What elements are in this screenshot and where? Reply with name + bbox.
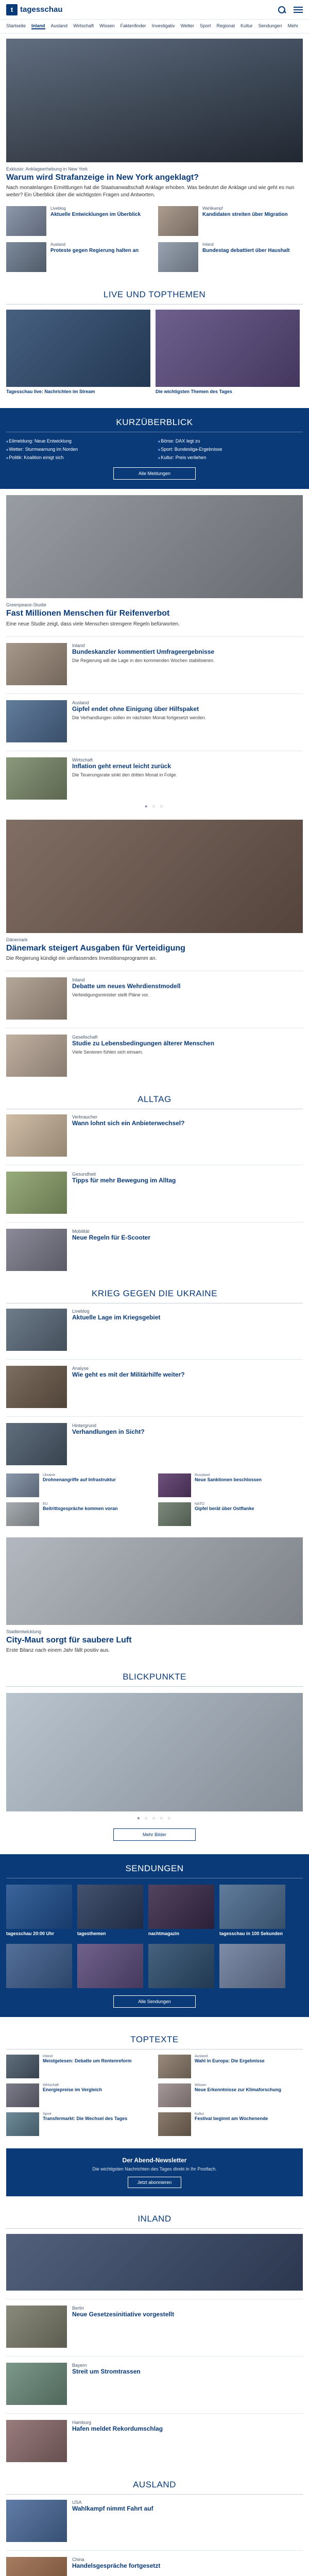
newsletter-box	[6, 2148, 303, 2196]
thumbnail	[148, 1944, 214, 1988]
thumbnail	[158, 206, 198, 236]
topline: Ausland	[50, 242, 65, 247]
nav-item[interactable]: Wissen	[99, 23, 115, 28]
kicker: Ukraine	[43, 1473, 56, 1477]
site-header	[0, 0, 309, 20]
thumbnail	[6, 757, 67, 800]
city-teaser: Erste Bilanz nach einem Jahr fällt positiv aus.	[6, 1648, 110, 1653]
topline: Verbraucher	[72, 1114, 98, 1120]
nav-item[interactable]: Faktenfinder	[120, 23, 146, 28]
thumbnail	[6, 1172, 67, 1214]
ticker-section	[0, 408, 309, 489]
thumbnail	[6, 977, 67, 1020]
list-item[interactable]	[158, 206, 303, 236]
section-title-ticker: KURZÜBERBLICK	[6, 417, 303, 432]
headline: Tipps für mehr Bewegung im Alltag	[72, 1176, 176, 1184]
broadcast-item[interactable]	[219, 1944, 285, 1988]
section-title-live: LIVE UND TOPTHEMEN	[6, 290, 303, 304]
live-item-title: Die wichtigsten Themen des Tages	[156, 389, 232, 395]
section-title-alltag: ALLTAG	[6, 1094, 303, 1109]
list-item[interactable]	[158, 1473, 303, 1497]
thumbnail	[6, 2500, 67, 2542]
list-item[interactable]	[6, 751, 303, 800]
menu-icon[interactable]	[294, 5, 303, 14]
newsletter-title: Der Abend-Newsletter	[122, 2157, 187, 2164]
headline: Festival beginnt am Wochenende	[195, 2116, 268, 2122]
topline: Inland	[202, 242, 214, 247]
feature-image[interactable]	[6, 495, 303, 598]
headline: Gipfel berät über Ostflanke	[195, 1505, 254, 1511]
portrait-teaser: Die Regierung kündigt ein umfassendes Investitionsprogramm an.	[6, 955, 157, 961]
city-topline: Stadtentwicklung	[6, 1629, 42, 1634]
logo-mark: t	[6, 4, 18, 15]
thumbnail	[6, 1035, 67, 1077]
list-item[interactable]	[6, 1359, 303, 1408]
more-ticker-button[interactable]: Alle Meldungen	[113, 467, 196, 480]
nav-item[interactable]: Sport	[200, 23, 211, 28]
newsletter-subscribe-button[interactable]: Jetzt abonnieren	[128, 2177, 182, 2188]
section-title-ausland: AUSLAND	[6, 2480, 303, 2495]
list-item[interactable]	[6, 242, 151, 272]
broadcast-item[interactable]	[6, 1944, 72, 1988]
city-headline[interactable]: City-Maut sorgt für saubere Luft	[6, 1635, 132, 1645]
headline: Wahlkampf nimmt Fahrt auf	[72, 2505, 153, 2513]
headline: Bundeskanzler kommentiert Umfrageergebnisse	[72, 648, 215, 655]
section-title-toptexte: TOPTEXTE	[6, 2035, 303, 2049]
pagination-dots[interactable]: ● ○ ○	[144, 803, 165, 809]
ticker-item[interactable]: ■ Börse: DAX legt zu	[158, 438, 303, 444]
broadcast-title: tagesthemen	[77, 1931, 106, 1936]
thumbnail	[219, 1944, 285, 1988]
thumbnail	[6, 2420, 67, 2462]
teaser: Viele Senioren fühlen sich einsam.	[72, 1049, 143, 1055]
list-item[interactable]	[6, 2083, 151, 2107]
topline: Berlin	[72, 2306, 84, 2311]
broadcast-item[interactable]	[148, 1944, 214, 1988]
nav-item[interactable]: Ausland	[50, 23, 68, 28]
nav-item[interactable]: Mehr	[287, 23, 299, 28]
headline: Gipfel endet ohne Einigung über Hilfspaket	[72, 705, 199, 713]
nav-item[interactable]: Inland	[31, 23, 45, 28]
list-item[interactable]	[6, 971, 303, 1020]
portrait-headline[interactable]: Dänemark steigert Ausgaben für Verteidigung	[6, 943, 185, 953]
ukraine-mini-grid	[6, 1473, 303, 1526]
list-item[interactable]	[6, 1222, 303, 1271]
list-item[interactable]	[6, 2112, 151, 2136]
nav-item[interactable]: Kultur	[241, 23, 253, 28]
list-item[interactable]	[6, 1416, 303, 1465]
hero-topline: Exklusiv: Anklageerhebung in New York	[6, 166, 88, 172]
list-item[interactable]	[6, 2550, 303, 2576]
topline: Hamburg	[72, 2420, 92, 2426]
live-thumbnail	[6, 310, 150, 387]
section-title-inland: INLAND	[6, 2214, 303, 2229]
thumbnail	[6, 242, 46, 272]
thumbnail	[158, 2055, 191, 2078]
toptexte-grid	[6, 2055, 303, 2136]
feature-teaser: Eine neue Studie zeigt, dass viele Menschen strengere Regeln befürworten.	[6, 621, 180, 627]
kicker: Ausland	[195, 2055, 208, 2059]
list-item[interactable]	[6, 1473, 151, 1497]
topline: Wirtschaft	[72, 757, 93, 762]
blickpunkte-image[interactable]	[6, 1693, 303, 1811]
topline: Inland	[72, 642, 85, 648]
topline: Inland	[72, 977, 85, 982]
thumbnail	[148, 1885, 214, 1929]
list-item[interactable]	[6, 2500, 303, 2542]
teaser: Die Verhandlungen sollen im nächsten Monat fortgesetzt werden.	[72, 715, 207, 720]
pagination-dots[interactable]: ● ○ ○ ○ ○	[136, 1816, 173, 1821]
headline: Handelsgespräche fortgesetzt	[72, 2562, 161, 2570]
ticker-list	[6, 438, 303, 460]
thumbnail	[77, 1944, 143, 1988]
topline: Liveblog	[72, 1308, 90, 1314]
list-item[interactable]	[6, 636, 303, 685]
headline: Debatte um neues Wehrdienstmodell	[72, 982, 181, 990]
main-nav	[0, 20, 309, 33]
hero-teaser: Nach monatelangen Ermittlungen hat die Staatsanwaltschaft Anklage erhoben. Was bedeutet die Anklage und wie geht es nun weiter? Ein Überblick über die wichtigsten Fragen und Antworten.	[6, 185, 295, 198]
headline: Aktuelle Entwicklungen im Überblick	[50, 212, 141, 218]
teaser: Verteidigungsminister stellt Pläne vor.	[72, 992, 149, 997]
headline: Neue Regeln für E-Scooter	[72, 1233, 151, 1241]
thumbnail	[158, 2083, 191, 2107]
broadcast-title: nachtmagazin	[148, 1931, 180, 1936]
thumbnail	[6, 1502, 39, 1526]
search-icon[interactable]	[277, 5, 286, 14]
feature-topline: Greenpeace-Studie	[6, 602, 47, 608]
list-item[interactable]	[6, 2299, 303, 2348]
thumbnail	[6, 1473, 39, 1497]
live-thumbnail	[156, 310, 300, 387]
thumbnail	[6, 206, 46, 236]
nav-item[interactable]: Investigativ	[151, 23, 175, 28]
teaser: Die Teuerungsrate sinkt den dritten Monat in Folge.	[72, 772, 177, 777]
section-title-blickpunkte: BLICKPUNKTE	[6, 1672, 303, 1687]
sendungen-section	[0, 1854, 309, 2017]
sendungen-carousel-2	[6, 1944, 303, 1988]
kicker: Russland	[195, 1473, 210, 1477]
kicker: NATO	[195, 1502, 204, 1506]
nav-item[interactable]: Startseite	[6, 23, 26, 28]
ticker-item[interactable]: ■ Eilmeldung: Neue Entwicklung	[6, 438, 151, 444]
thumbnail	[6, 1309, 67, 1351]
topline: Hintergrund	[72, 1422, 97, 1428]
thumbnail	[158, 2112, 191, 2136]
live-carousel	[6, 310, 303, 395]
more-images-button[interactable]: Mehr Bilder	[113, 1828, 196, 1841]
top-cards	[6, 206, 303, 272]
section-title-sendungen: SENDUNGEN	[6, 1863, 303, 1878]
section-title-ukraine: KRIEG GEGEN DIE UKRAINE	[6, 1289, 303, 1303]
teaser: Die Regierung will die Lage in den kommenden Wochen stabilisieren.	[72, 657, 215, 663]
ticker-item[interactable]: ■ Kultur: Preis verliehen	[158, 455, 303, 460]
list-item[interactable]	[6, 206, 151, 236]
headline: Studie zu Lebensbedingungen älterer Menschen	[72, 1039, 215, 1047]
topline: Bayern	[72, 2363, 87, 2368]
headline: Neue Sanktionen beschlossen	[195, 1477, 262, 1482]
kicker: Wirtschaft	[43, 2083, 59, 2088]
thumbnail	[219, 1885, 285, 1929]
thumbnail	[6, 700, 67, 742]
ticker-item[interactable]: ■ Wetter: Sturmwarnung im Norden	[6, 447, 151, 452]
nav-item[interactable]: Regional	[216, 23, 235, 28]
thumbnail	[6, 1366, 67, 1408]
broadcast-item[interactable]	[77, 1944, 143, 1988]
headline: Energiepreise im Vergleich	[43, 2087, 102, 2093]
broadcast-item[interactable]	[6, 1885, 72, 1937]
topline: Liveblog	[50, 206, 66, 211]
more-broadcasts-button[interactable]: Alle Sendungen	[113, 1995, 196, 2008]
list-item[interactable]	[6, 1165, 303, 1214]
thumbnail	[6, 1229, 67, 1271]
thumbnail	[158, 1502, 191, 1526]
thumbnail	[6, 1885, 72, 1929]
headline: Neue Erkenntnisse zur Klimaforschung	[195, 2087, 282, 2093]
list-item[interactable]	[158, 2112, 303, 2136]
kicker: Inland	[43, 2055, 53, 2059]
list-item[interactable]	[6, 1309, 303, 1351]
topline: USA	[72, 2500, 82, 2505]
nav-item[interactable]: Sendungen	[258, 23, 282, 28]
list-item[interactable]	[158, 2055, 303, 2078]
kicker: Kultur	[195, 2112, 204, 2116]
thumbnail	[158, 1473, 191, 1497]
headline: Neue Gesetzesinitiative vorgestellt	[72, 2311, 175, 2318]
list-item[interactable]	[6, 1114, 303, 1157]
sendungen-carousel	[6, 1885, 303, 1937]
headline: Bundestag debattiert über Haushalt	[202, 248, 290, 254]
thumbnail	[6, 2055, 39, 2078]
headline: Hafen meldet Rekordumschlag	[72, 2425, 163, 2433]
kicker: Wissen	[195, 2083, 207, 2088]
headline: Wie geht es mit der Militärhilfe weiter?	[72, 1370, 185, 1378]
kicker: EU	[43, 1502, 48, 1506]
nav-item[interactable]: Wetter	[180, 23, 194, 28]
ticker-item[interactable]: ■ Politik: Koalition einigt sich	[6, 455, 151, 460]
headline: Aktuelle Lage im Kriegsgebiet	[72, 1313, 161, 1321]
portrait-image[interactable]	[6, 820, 303, 933]
live-item[interactable]	[156, 310, 300, 395]
thumbnail	[6, 1944, 72, 1988]
thumbnail	[6, 1423, 67, 1465]
topline: Ausland	[72, 700, 89, 705]
topline: Analyse	[72, 1365, 89, 1371]
headline: Drohnenangriffe auf Infrastruktur	[43, 1477, 116, 1482]
logo-text: tagesschau	[20, 5, 63, 14]
list-item[interactable]	[6, 2055, 151, 2078]
topline: Gesundheit	[72, 1171, 96, 1177]
topline: China	[72, 2557, 84, 2563]
newsletter-text: Die wichtigsten Nachrichten des Tages direkt in Ihr Postfach.	[92, 2166, 217, 2172]
headline: Streit um Stromtrassen	[72, 2368, 141, 2376]
list-item[interactable]	[158, 1502, 303, 1526]
list-item[interactable]	[6, 693, 303, 742]
list-item[interactable]	[158, 242, 303, 272]
headline: Kandidaten streiten über Migration	[202, 212, 288, 218]
thumbnail	[6, 2306, 67, 2348]
city-image[interactable]	[6, 1537, 303, 1625]
topline: Gesellschaft	[72, 1034, 98, 1040]
headline: Meistgelesen: Debatte um Rentenreform	[43, 2058, 132, 2064]
headline: Wahl in Europa: Die Ergebnisse	[195, 2058, 265, 2064]
headline: Beitrittsgespräche kommen voran	[43, 1505, 118, 1511]
site-logo[interactable]	[6, 4, 63, 15]
list-item[interactable]	[6, 2413, 303, 2462]
portrait-topline: Dänemark	[6, 937, 28, 942]
headline: Wann lohnt sich ein Anbieterwechsel?	[72, 1119, 185, 1127]
live-item[interactable]	[6, 310, 150, 395]
thumbnail	[6, 2363, 67, 2405]
broadcast-title: tagesschau 20:00 Uhr	[6, 1931, 55, 1936]
broadcast-item[interactable]	[219, 1885, 285, 1937]
live-item-title: Tagesschau live: Nachrichten im Stream	[6, 389, 95, 395]
nav-item[interactable]: Wirtschaft	[73, 23, 94, 28]
inland-image[interactable]	[6, 2234, 303, 2291]
list-item[interactable]	[6, 1502, 151, 1526]
thumbnail	[6, 1114, 67, 1157]
kicker: Sport	[43, 2112, 52, 2116]
list-item[interactable]	[158, 2083, 303, 2107]
list-item[interactable]	[6, 2356, 303, 2405]
topline: Wahlkampf	[202, 206, 223, 211]
feature-headline[interactable]: Fast Millionen Menschen für Reifenverbot	[6, 609, 170, 618]
list-item[interactable]	[6, 1028, 303, 1077]
thumbnail	[6, 2557, 67, 2576]
thumbnail	[6, 643, 67, 685]
thumbnail	[6, 2083, 39, 2107]
ticker-item[interactable]: ■ Sport: Bundesliga-Ergebnisse	[158, 447, 303, 452]
headline: Verhandlungen in Sicht?	[72, 1428, 145, 1435]
broadcast-item[interactable]	[148, 1885, 214, 1937]
topline: Mobilität	[72, 1228, 90, 1234]
broadcast-title: tagesschau in 100 Sekunden	[219, 1931, 283, 1936]
headline: Proteste gegen Regierung halten an	[50, 248, 139, 254]
thumbnail	[77, 1885, 143, 1929]
hero-headline[interactable]: Warum wird Strafanzeige in New York angeklagt?	[6, 173, 199, 182]
thumbnail	[6, 2112, 39, 2136]
headline: Transfermarkt: Die Wechsel des Tages	[43, 2116, 128, 2122]
hero-image[interactable]	[6, 39, 303, 162]
thumbnail	[158, 242, 198, 272]
broadcast-item[interactable]	[77, 1885, 143, 1937]
headline: Inflation geht erneut leicht zurück	[72, 762, 171, 770]
